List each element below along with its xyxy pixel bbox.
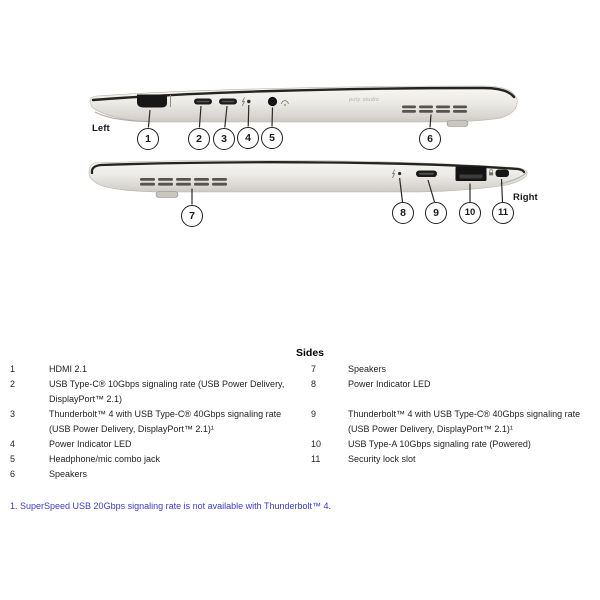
legend-item-number: 7 <box>311 364 317 374</box>
legend-table <box>10 362 596 482</box>
legend-item-number: 3 <box>10 409 16 419</box>
usb-c-port-inner <box>419 173 434 175</box>
legend-item-number: 9 <box>311 409 317 419</box>
legend-item-desc: USB Type-A 10Gbps signaling rate (Powered) <box>348 439 531 449</box>
legend-item-desc: Security lock slot <box>348 454 416 464</box>
power-led <box>247 100 250 103</box>
legend-item-desc: Power Indicator LED <box>348 379 431 389</box>
usb-a-port <box>456 167 487 182</box>
laptop-right-side-view <box>89 160 527 204</box>
legend-item-desc: Thunderbolt™ 4 with USB Type-C® 40Gbps signaling rate (USB Power Delivery, DisplayPort™ 2.1)¹ <box>348 409 581 434</box>
legend-item-desc: HDMI 2.1 <box>49 364 88 374</box>
right-side-label: Right <box>513 192 538 203</box>
usb-a-port-tongue <box>460 175 483 179</box>
brand-print: poly studio <box>349 97 380 103</box>
callout-1: 1 <box>137 128 159 150</box>
rubber-foot <box>156 192 178 198</box>
callout-10: 10 <box>459 202 481 224</box>
callout-9: 9 <box>425 202 447 224</box>
security-lock-slot <box>496 170 510 178</box>
left-side-label: Left <box>92 123 110 134</box>
headphone-jack-hole <box>271 100 274 103</box>
callout-4: 4 <box>237 127 259 149</box>
legend-item-desc: Headphone/mic combo jack <box>49 454 161 464</box>
usb-c-port-inner <box>197 101 210 103</box>
legend-item-desc: Thunderbolt™ 4 with USB Type-C® 40Gbps signaling rate (USB Power Delivery, DisplayPort™ 2.1)¹ <box>49 409 282 434</box>
legend-item-desc: Speakers <box>348 364 387 374</box>
laptop-left-side-view <box>90 86 517 128</box>
legend-item-number: 6 <box>10 469 16 479</box>
legend-heading: Sides <box>295 347 324 359</box>
footnote: 1. SuperSpeed USB 20Gbps signaling rate is not available with Thunderbolt™ 4. <box>10 501 332 511</box>
legend-item-desc: USB Type-C® 10Gbps signaling rate (USB Power Delivery, DisplayPort™ 2.1) <box>49 379 285 404</box>
rubber-foot <box>447 121 468 127</box>
callout-2: 2 <box>188 128 210 150</box>
legend-item-number: 2 <box>10 379 16 389</box>
callout-5: 5 <box>261 127 283 149</box>
headset-icon-dot <box>284 104 286 106</box>
callout-6: 6 <box>419 128 441 150</box>
legend-item-desc: Power Indicator LED <box>49 439 132 449</box>
legend-item-number: 10 <box>311 439 322 449</box>
legend-item-desc <box>348 467 596 482</box>
legend-item-number: 5 <box>10 454 16 464</box>
legend-item-number: 8 <box>311 379 317 389</box>
callout-3: 3 <box>213 128 235 150</box>
callout-7: 7 <box>181 205 203 227</box>
power-led <box>398 172 401 175</box>
hdmi-port <box>137 95 167 108</box>
legend-item-number: 4 <box>10 439 16 449</box>
callout-11: 11 <box>492 202 514 224</box>
callout-8: 8 <box>392 202 414 224</box>
legend-item-number <box>311 467 348 482</box>
legend-item-number: 1 <box>10 364 16 374</box>
legend-item-number: 11 <box>311 454 321 464</box>
legend-item-desc: Speakers <box>49 469 88 479</box>
usb-c-port-inner <box>222 101 235 103</box>
